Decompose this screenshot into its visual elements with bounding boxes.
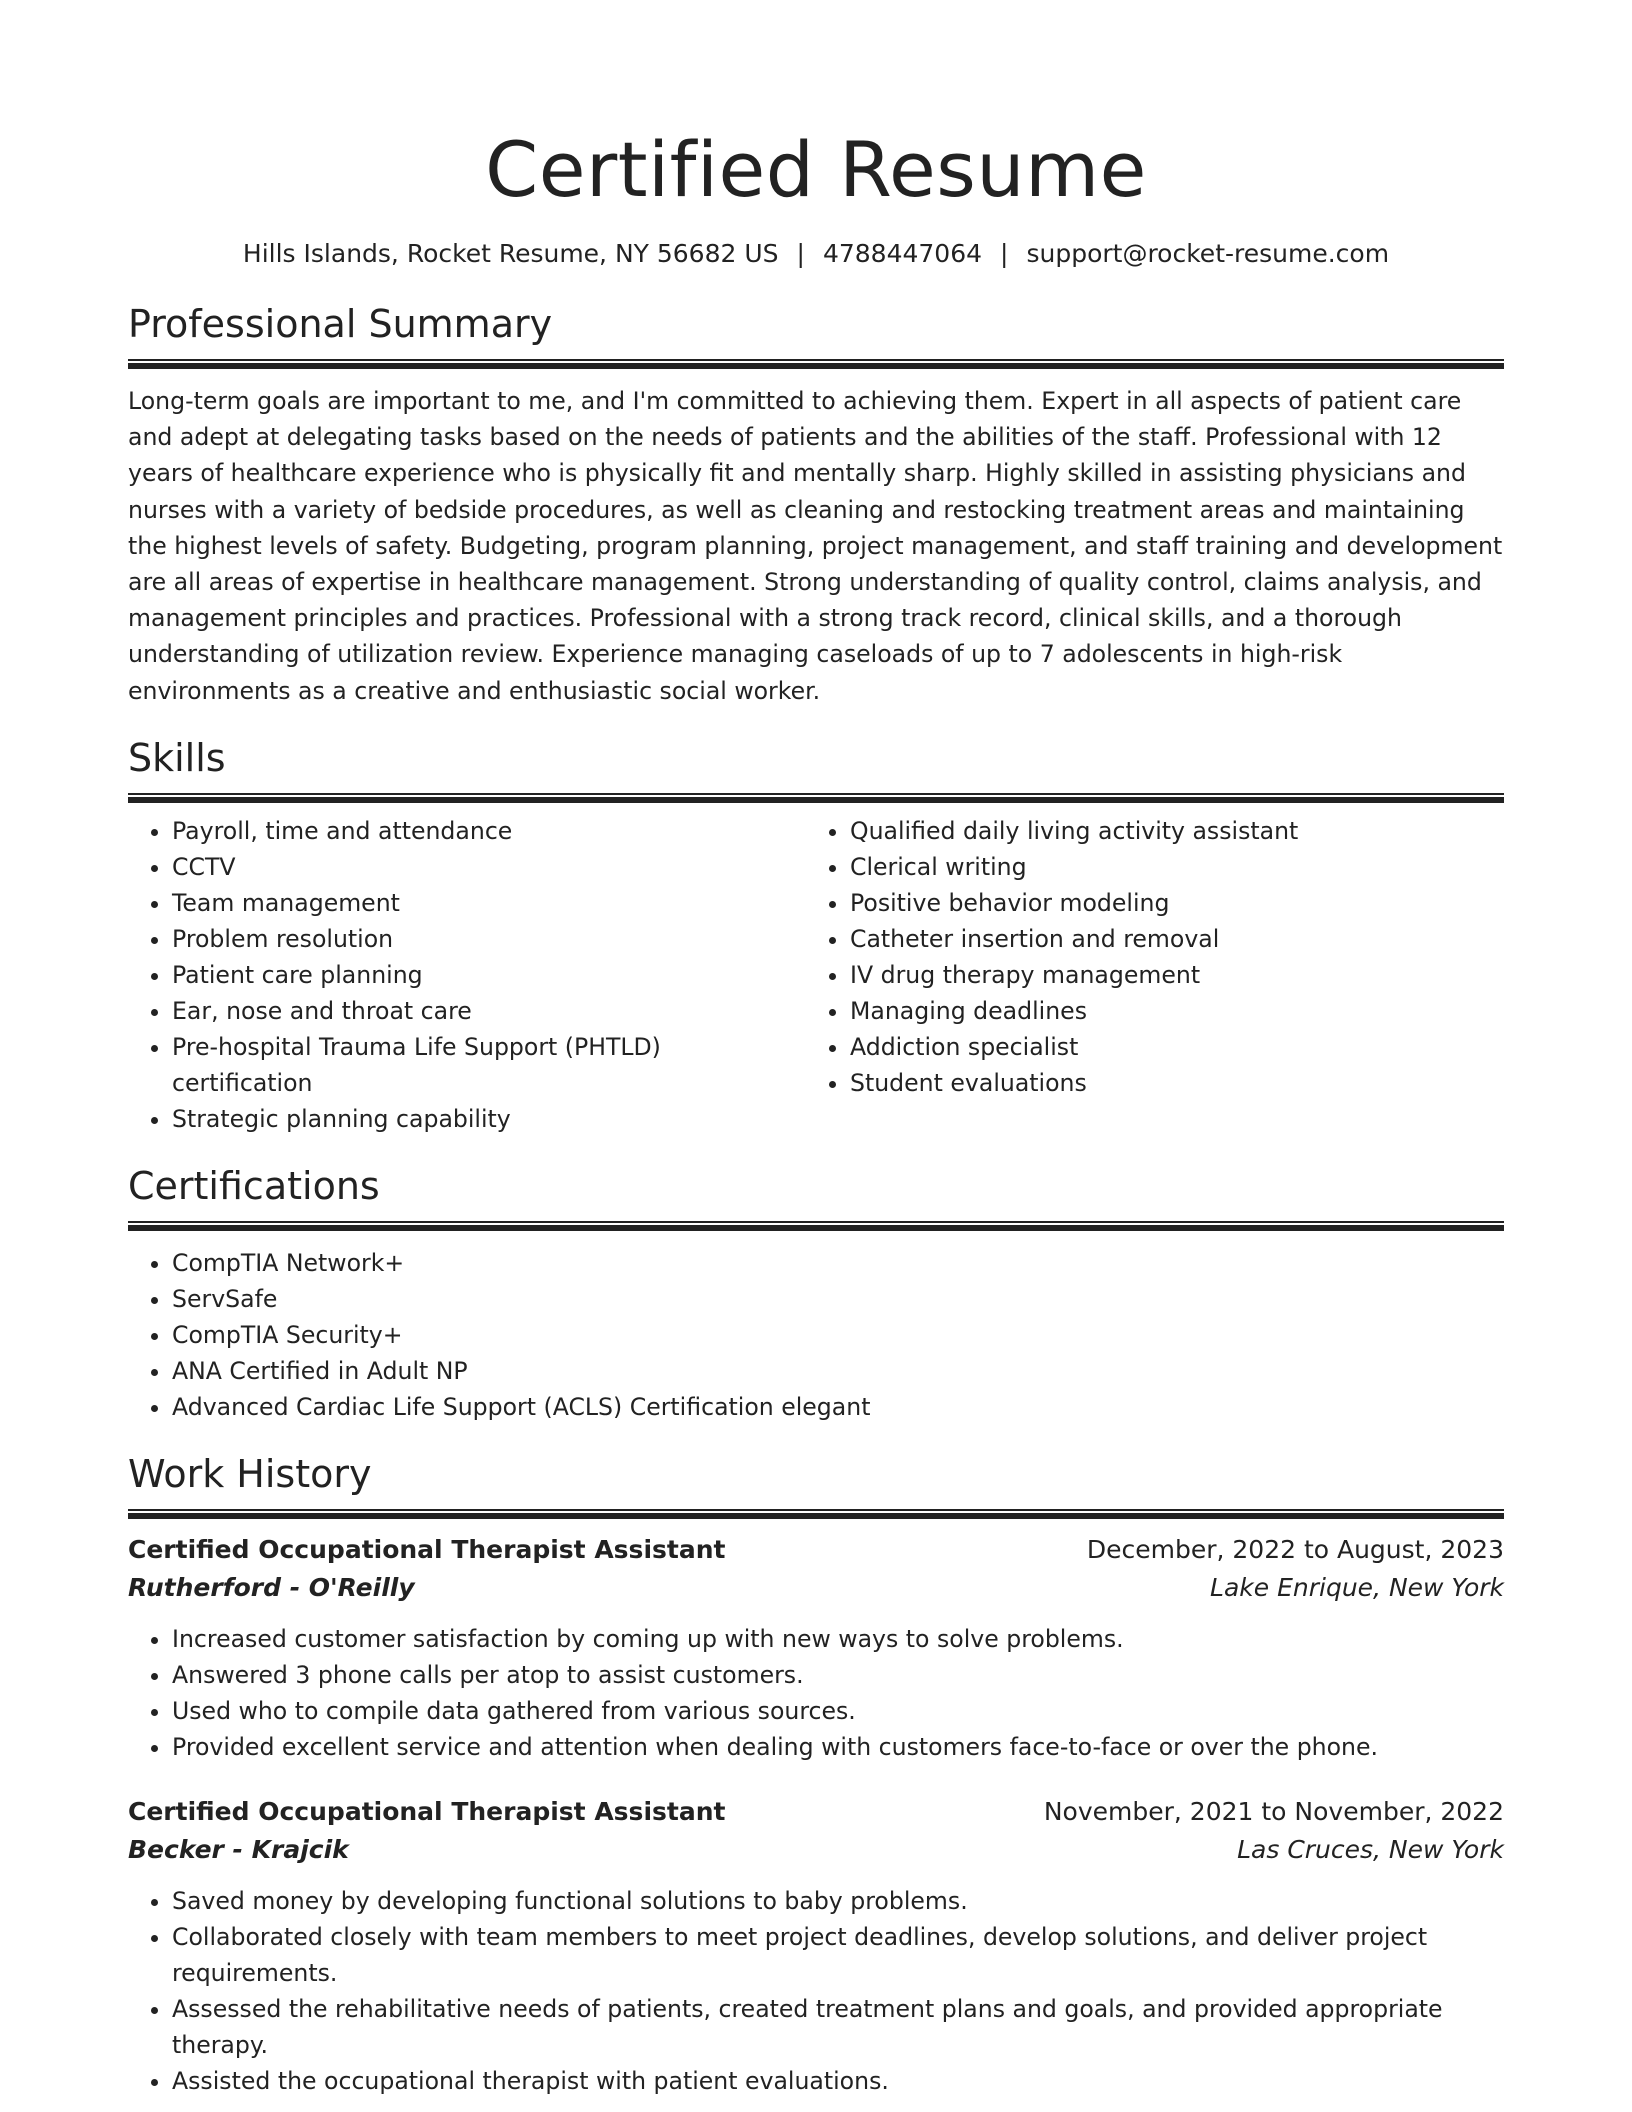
job-dates: December, 2022 to August, 2023	[1086, 1534, 1504, 1564]
section-title-summary: Professional Summary	[128, 302, 553, 346]
skills-column-left	[128, 813, 806, 1137]
section-title-skills: Skills	[128, 735, 226, 780]
job-dates: November, 2021 to November, 2022	[1043, 1796, 1504, 1826]
contact-line	[128, 238, 1504, 270]
list-item: • Catheter insertion and removal	[850, 921, 1484, 957]
job-header-row	[128, 1793, 1504, 1831]
list-item: • Problem resolution	[172, 921, 806, 957]
job-company: Becker - Krajcik	[128, 1834, 349, 1864]
list-item: • CompTIA Network+	[172, 1245, 1504, 1281]
work-history-section	[128, 1451, 1504, 2099]
list-item: • Payroll, time and attendance	[172, 813, 806, 849]
list-item: • Qualified daily living activity assistant	[850, 813, 1484, 849]
resume-name: Certified Resume	[485, 125, 1147, 214]
list-item: • Saved money by developing functional solutions to baby problems.	[172, 1883, 1504, 1919]
contact-email: support@rocket-resume.com	[1026, 239, 1390, 268]
job-title: Certified Occupational Therapist Assistant	[128, 1534, 726, 1564]
list-item: • Provided excellent service and attention when dealing with customers face-to-face or over the phone.	[172, 1729, 1504, 1765]
section-divider	[128, 1509, 1504, 1519]
job-bullets	[128, 1883, 1504, 2099]
list-item: • ServSafe	[172, 1281, 1504, 1317]
job-entry	[128, 1531, 1504, 1765]
list-item: • Increased customer satisfaction by coming up with new ways to solve problems.	[172, 1621, 1504, 1657]
list-item: • Assisted the occupational therapist with patient evaluations.	[172, 2063, 1504, 2099]
list-item: • Collaborated closely with team members to meet project deadlines, develop solutions, and deliver project requirements.	[172, 1919, 1504, 1991]
list-item: • CCTV	[172, 849, 806, 885]
skills-list-left	[128, 813, 806, 1137]
list-item: • Assessed the rehabilitative needs of patients, created treatment plans and goals, and provided appropriate therapy.	[172, 1991, 1504, 2063]
list-item: • Managing deadlines	[850, 993, 1484, 1029]
section-divider	[128, 359, 1504, 369]
certifications-list	[128, 1245, 1504, 1425]
list-item: • ANA Certified in Adult NP	[172, 1353, 1504, 1389]
list-item: • Advanced Cardiac Life Support (ACLS) Certification elegant	[172, 1389, 1504, 1425]
list-item: • Used who to compile data gathered from various sources.	[172, 1693, 1504, 1729]
list-item: • Ear, nose and throat care	[172, 993, 806, 1029]
summary-section	[128, 301, 1504, 709]
job-company: Rutherford - O'Reilly	[128, 1572, 415, 1602]
job-header-row	[128, 1531, 1504, 1569]
skills-list-right	[806, 813, 1484, 1101]
job-company-row	[128, 1569, 1504, 1607]
job-bullets	[128, 1621, 1504, 1765]
job-entry	[128, 1793, 1504, 2099]
list-item: • Positive behavior modeling	[850, 885, 1484, 921]
contact-separator: |	[1000, 239, 1009, 268]
list-item: • Strategic planning capability	[172, 1101, 806, 1137]
section-divider	[128, 793, 1504, 803]
skills-section	[128, 735, 1504, 1137]
section-divider	[128, 1221, 1504, 1231]
list-item: • Addiction specialist	[850, 1029, 1484, 1065]
job-location: Lake Enrique, New York	[1210, 1572, 1504, 1602]
certifications-section	[128, 1163, 1504, 1425]
list-item: • IV drug therapy management	[850, 957, 1484, 993]
section-title-certifications: Certifications	[128, 1163, 380, 1208]
list-item: • Answered 3 phone calls per atop to assist customers.	[172, 1657, 1504, 1693]
skills-grid	[128, 813, 1504, 1137]
list-item: • Team management	[172, 885, 806, 921]
contact-phone: 4788447064	[822, 239, 983, 268]
summary-text: Long-term goals are important to me, and I'm committed to achieving them. Expert in all aspects of patient care and adept at delegating tasks based on the needs of patients and the abilities of the staff. Professional with 12 years of healthcare experience who is physically fit and mentally sharp. Highly skilled in assisting physicians and nurses with a variety of bedside procedures, as well as cleaning and restocking treatment areas and maintaining the highest levels of safety. Budgeting, program planning, project management, and staff training and development are all areas of expertise in healthcare management. Strong understanding of quality control, claims analysis, and management principles and practices. Professional with a strong track record, clinical skills, and a thorough understanding of utilization review. Experience managing caseloads of up to 7 adolescents in high-risk environments as a creative and enthusiastic social worker.	[128, 387, 1503, 705]
list-item: • Pre-hospital Trauma Life Support (PHTLD) certification	[172, 1029, 806, 1101]
job-location: Las Cruces, New York	[1237, 1834, 1504, 1864]
list-item: • CompTIA Security+	[172, 1317, 1504, 1353]
section-title-work-history: Work History	[128, 1451, 372, 1496]
contact-address: Hills Islands, Rocket Resume, NY 56682 US	[242, 239, 779, 268]
list-item: • Student evaluations	[850, 1065, 1484, 1101]
list-item: • Patient care planning	[172, 957, 806, 993]
job-company-row	[128, 1831, 1504, 1869]
job-title: Certified Occupational Therapist Assistant	[128, 1796, 726, 1826]
list-item: • Clerical writing	[850, 849, 1484, 885]
skills-column-right	[806, 813, 1484, 1137]
contact-separator: |	[796, 239, 805, 268]
